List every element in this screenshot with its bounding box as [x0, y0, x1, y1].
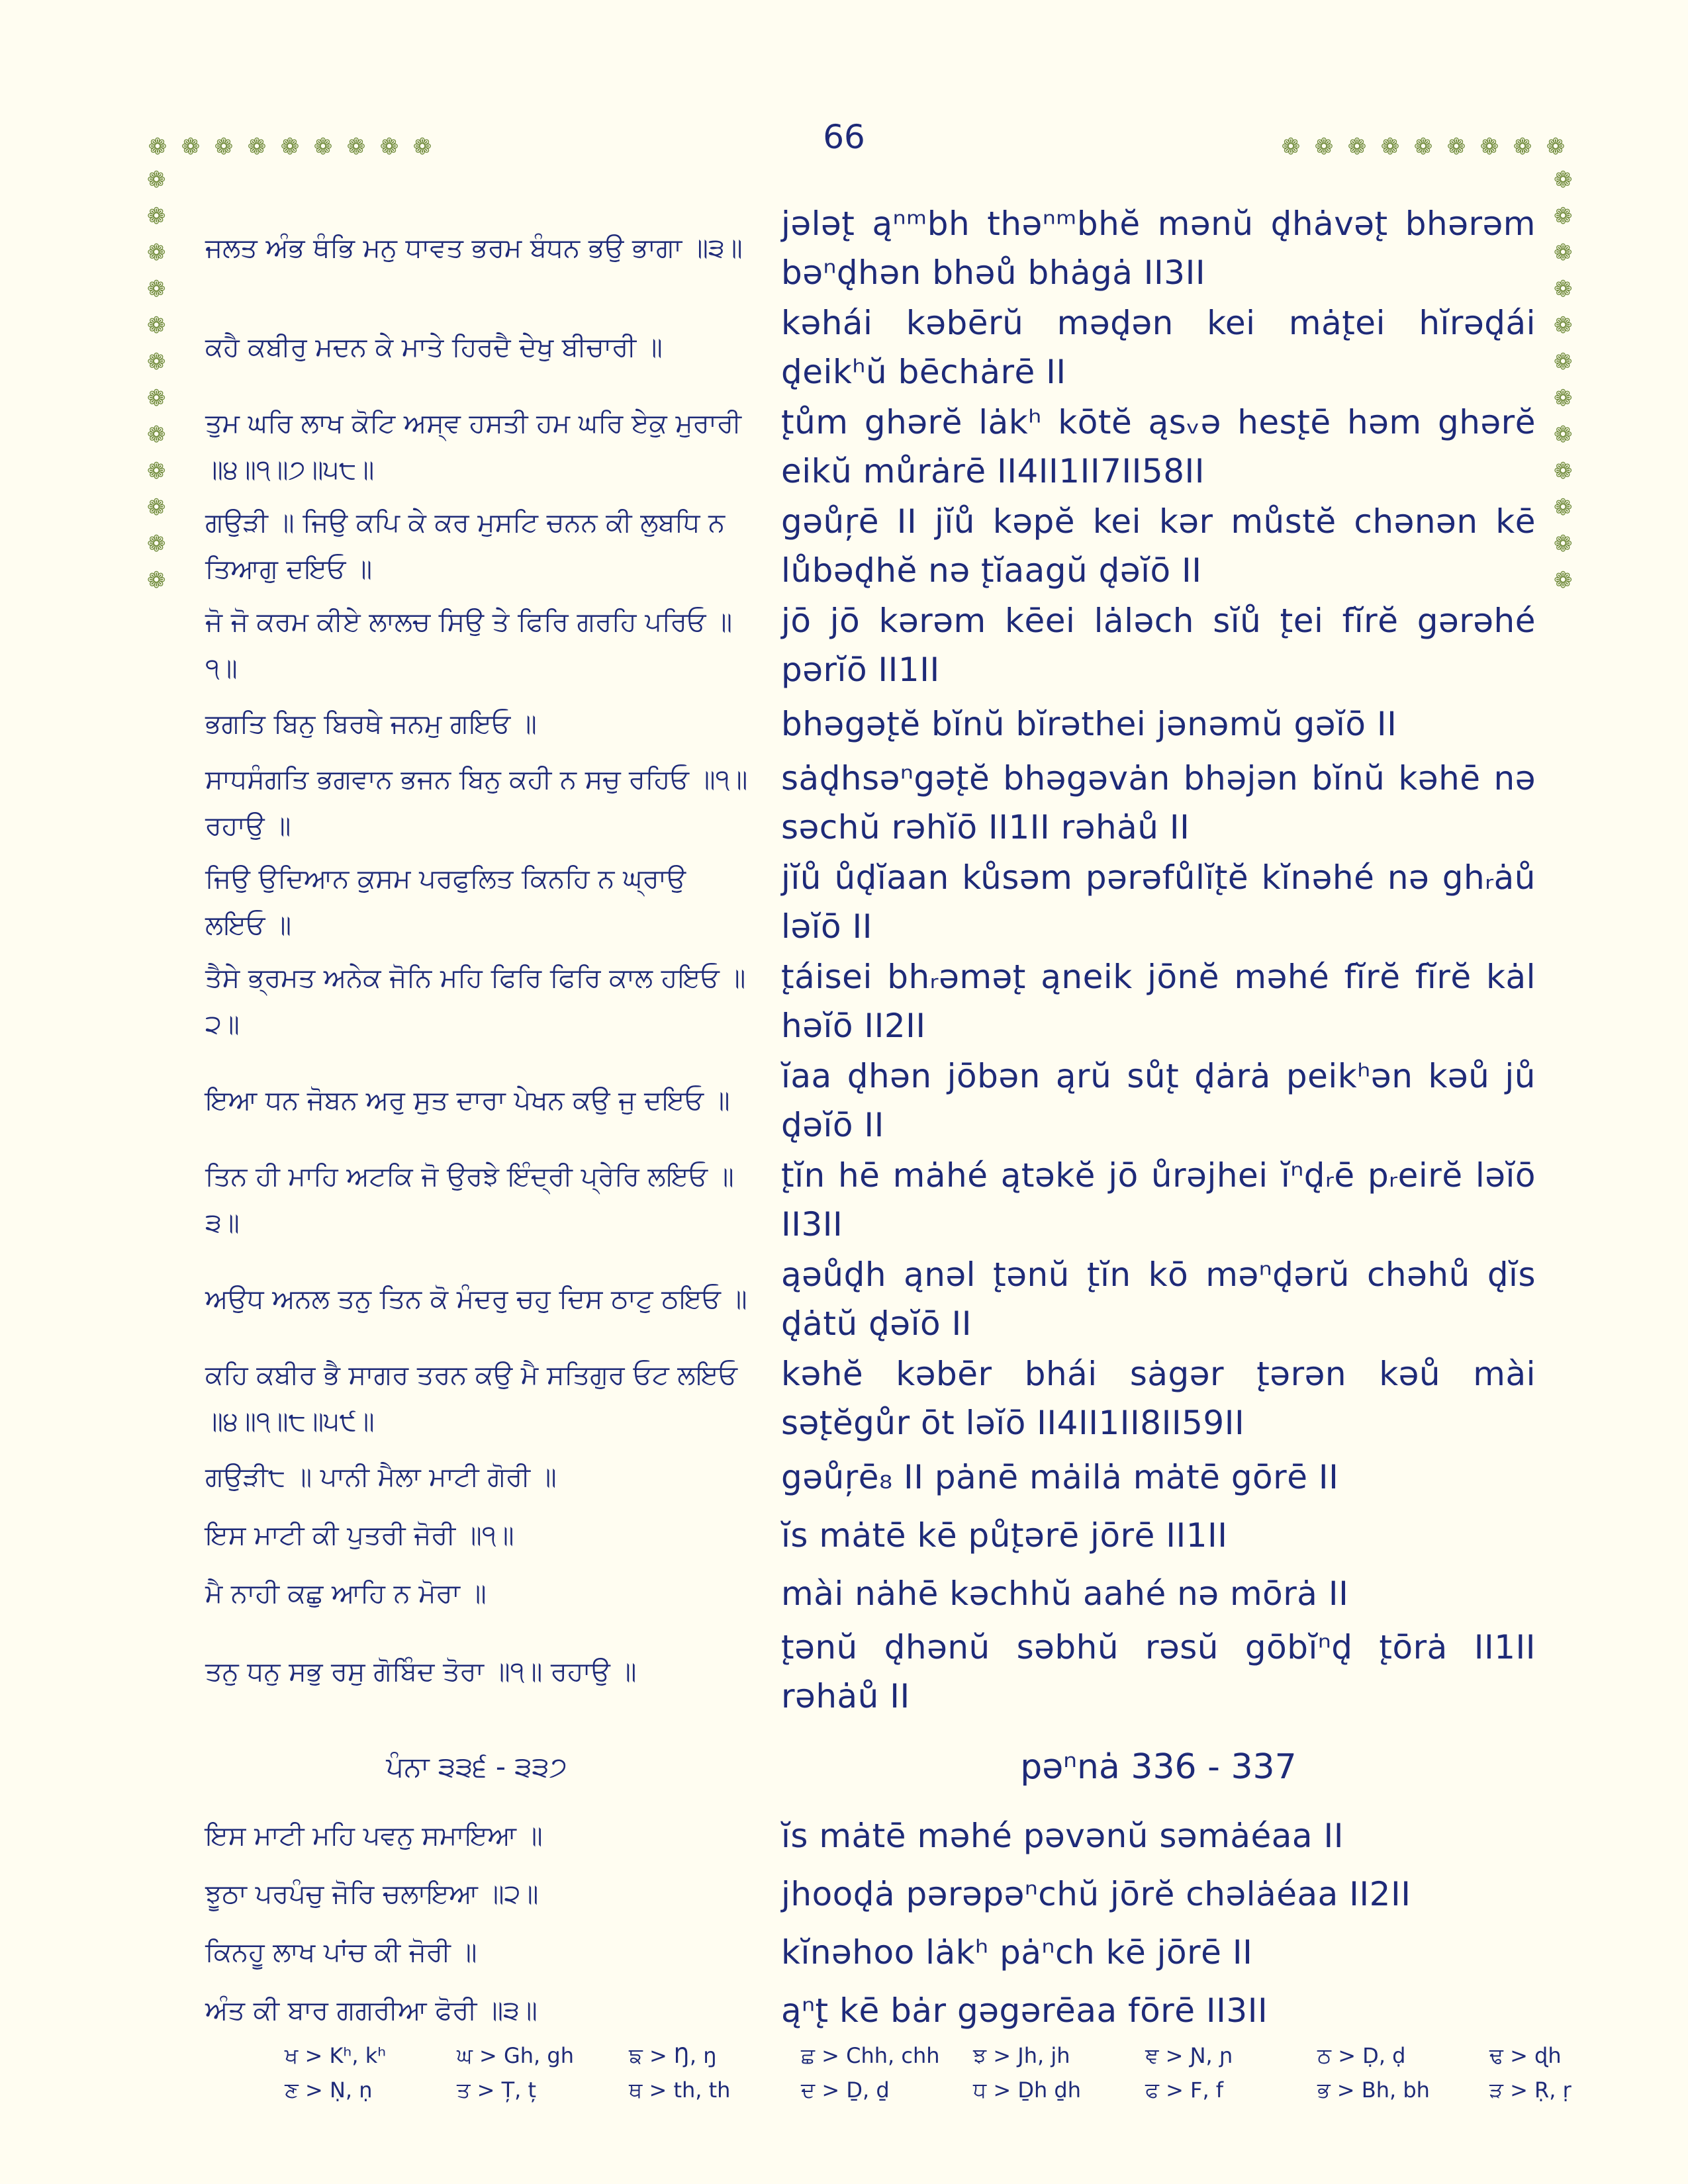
flower-icon: ❁ — [1513, 134, 1532, 160]
legend-entry: ਝ > Jh, jh — [973, 2042, 1070, 2068]
gurmukhi-text: ਅਉਧ ਅਨਲ ਤਨੁ ਤਿਨ ਕੋ ਮੰਦਰੁ ਚਹੁ ਦਿਸ ਠਾਟੁ ਠਇਓ ॥ — [205, 1284, 747, 1314]
flower-icon: ❁ — [1314, 134, 1334, 160]
flower-icon: ❁ — [1554, 422, 1573, 448]
flower-icon: ❁ — [181, 134, 201, 160]
flower-icon: ❁ — [1554, 167, 1573, 193]
gurmukhi-text: ਭਗਤਿ ਬਿਨੁ ਬਿਰਥੇ ਜਨਮੁ ਗਇਓ ॥ — [205, 709, 537, 739]
gurmukhi-text: ਇਆ ਧਨ ਜੋਬਨ ਅਰੁ ਸੁਤ ਦਾਰਾ ਪੇਖਨ ਕਉ ਜੁ ਦਇਓ ॥ — [205, 1085, 730, 1116]
gurmukhi-text: ਗਉੜੀ੮ ॥ ਪਾਨੀ ਮੈਲਾ ਮਾਟੀ ਗੋਰੀ ॥ — [205, 1462, 557, 1492]
verse-row — [0, 1623, 1688, 1721]
flower-icon: ❁ — [1554, 276, 1573, 302]
gurmukhi-text: ਤਨੁ ਧਨੁ ਸਭੁ ਰਸੁ ਗੋਬਿੰਦ ਤੋਰਾ ॥੧॥ ਰਹਾਉ ॥ — [205, 1657, 637, 1687]
legend-entry: ਛ > Chh, chh — [801, 2042, 940, 2068]
legend-entry: ਫ > F, f — [1145, 2077, 1224, 2103]
transliteration-text: jələt̨ ąⁿᵐbh thəⁿᵐbhĕ mənŭ d̨hȧvət̨ bhərəm bəⁿd̨hən bhəů bhȧgȧ II3II — [781, 205, 1536, 292]
gurmukhi-text: ਜੋ ਜੋ ਕਰਮ ਕੀਏ ਲਾਲਚ ਸਿਉ ਤੇ ਫਿਰਿ ਗਰਹਿ ਪਰਿਓ ॥੧॥ — [205, 607, 733, 684]
page-number: 66 — [823, 118, 865, 156]
legend-entry: ਭ > Bh, bh — [1317, 2077, 1430, 2103]
flower-icon: ❁ — [247, 134, 267, 160]
transliteration-text: kĭnəhoo lȧkʰ pȧⁿch kē jōrē II — [781, 1933, 1253, 1972]
top-left-flower-border — [144, 136, 436, 158]
top-right-flower-border — [1278, 136, 1569, 158]
flower-icon: ❁ — [1546, 134, 1566, 160]
gurmukhi-text: ਤੈਸੇ ਭ੍ਰਮਤ ਅਨੇਕ ਜੋਨਿ ਮਹਿ ਫਿਰਿ ਫਿਰਿ ਕਾਲ ਹਇਓ ॥੨॥ — [205, 963, 746, 1040]
legend-entry: ਞ > Ɲ, ɲ — [1145, 2042, 1233, 2068]
legend-entry: ੜ > Ṛ, ṛ — [1489, 2077, 1571, 2103]
heading-gurmukhi: ਪੰਨਾ ੩੩੬ - ੩੩੭ — [386, 1751, 567, 1783]
flower-icon: ❁ — [147, 312, 166, 339]
verse-row — [0, 496, 1688, 596]
flower-icon: ❁ — [1554, 203, 1573, 230]
flower-icon: ❁ — [147, 458, 166, 484]
gurmukhi-text: ਕਹੈ ਕਬੀਰੁ ਮਦਨ ਕੇ ਮਾਤੇ ਹਿਰਦੈ ਦੇਖੁ ਬੀਚਾਰੀ ॥ — [205, 332, 663, 363]
gurmukhi-text: ਕਿਨਹੂ ਲਾਖ ਪਾਂਚ ਕੀ ਜੋਰੀ ॥ — [205, 1937, 477, 1968]
transliteration-text: jhood̨ȧ pərəpəⁿchŭ jōrĕ chəlȧéaa II2II — [781, 1875, 1411, 1913]
gurmukhi-text: ਇਸ ਮਾਟੀ ਮਹਿ ਪਵਨੁ ਸਮਾਇਆ ॥ — [205, 1821, 543, 1851]
transliteration-text: ĭaa d̨hən jōbən ąrŭ sůt̨ d̨ȧrȧ peikʰən kəů jů d̨əĭō II — [781, 1057, 1536, 1144]
gurmukhi-text: ਤਿਨ ਹੀ ਮਾਹਿ ਅਟਕਿ ਜੋ ਉਰਝੇ ਇੰਦ੍ਰੀ ਪ੍ਰੇਰਿ ਲਇਓ ॥੩॥ — [205, 1161, 734, 1238]
legend-entry: ਤ > Ț, ț — [457, 2077, 537, 2103]
flower-icon: ❁ — [1347, 134, 1367, 160]
flower-icon: ❁ — [1554, 385, 1573, 412]
gurmukhi-text: ਅੰਤ ਕੀ ਬਾਰ ਗਗਰੀਆ ਫੋਰੀ ॥੩॥ — [205, 1995, 538, 2026]
transliteration-text: jĭů ůd̨ĭaan kůsəm pərəfůlĭt̨ĕ kĭnəhé nə ghᵣȧů ləĭō II — [781, 858, 1536, 946]
verse-row — [0, 596, 1688, 695]
flower-icon: ❁ — [147, 567, 166, 594]
verse-row — [0, 1150, 1688, 1250]
transliteration-text: ĭs mȧtē kē půt̨ərē jōrē II1II — [781, 1516, 1228, 1555]
transliteration-legend — [285, 2038, 1662, 2107]
flower-icon: ❁ — [1554, 240, 1573, 266]
legend-entry: ਥ > th, th — [629, 2077, 731, 2103]
legend-row — [285, 2073, 1662, 2107]
flower-icon: ❁ — [147, 203, 166, 230]
verse-row — [0, 298, 1688, 397]
gurmukhi-text: ਇਸ ਮਾਟੀ ਕੀ ਪੁਤਰੀ ਜੋਰੀ ॥੧॥ — [205, 1520, 514, 1551]
verse-table — [0, 199, 1688, 2040]
gurmukhi-text: ਮੈ ਨਾਹੀ ਕਛੁ ਆਹਿ ਨ ਮੋਰਾ ॥ — [205, 1578, 487, 1609]
heading-transliteration: pəⁿnȧ 336 - 337 — [1020, 1747, 1297, 1787]
flower-icon: ❁ — [147, 240, 166, 266]
legend-entry: ਖ > Kʰ, kʰ — [285, 2042, 387, 2068]
flower-icon: ❁ — [1554, 567, 1573, 594]
flower-icon: ❁ — [214, 134, 234, 160]
transliteration-text: bhəgət̨ĕ bĭnŭ bĭrəthei jənəmŭ gəĭō II — [781, 705, 1397, 743]
transliteration-text: gəůŗē₈ II pȧnē mȧilȧ mȧtē gōrē II — [781, 1458, 1339, 1496]
transliteration-text: ĭs mȧtē məhé pəvənŭ səmȧéaa II — [781, 1817, 1344, 1855]
flower-icon: ❁ — [1554, 531, 1573, 557]
transliteration-text: t̨ům ghərĕ lȧkʰ kōtĕ ąsᵥə hest̨ē həm ghərĕ eikŭ můrȧrē II4II1II7II58II — [781, 403, 1536, 490]
transliteration-text: gəůŗē II jĭů kəpĕ kei kər můstĕ chənən kē lůbəd̨hĕ nə t̨ĭaagŭ d̨əĭō II — [781, 502, 1536, 590]
verse-row — [0, 1349, 1688, 1448]
flower-icon: ❁ — [148, 134, 167, 160]
verse-row — [0, 753, 1688, 852]
legend-entry: ਢ > ɖh — [1489, 2042, 1562, 2068]
flower-icon: ❁ — [147, 422, 166, 448]
transliteration-text: ąⁿt̨ kē bȧr gəgərēaa fōrē II3II — [781, 1991, 1268, 2030]
flower-icon: ❁ — [313, 134, 333, 160]
legend-entry: ਠ > Ḍ, ḍ — [1317, 2042, 1406, 2068]
gurmukhi-text: ਝੂਠਾ ਪਰਪੰਚੁ ਜੋਰਿ ਚਲਾਇਆ ॥੨॥ — [205, 1879, 539, 1909]
flower-icon: ❁ — [1281, 134, 1301, 160]
legend-row — [285, 2038, 1662, 2073]
verse-row — [0, 1448, 1688, 1506]
flower-icon: ❁ — [147, 531, 166, 557]
verse-row — [0, 952, 1688, 1051]
flower-icon: ❁ — [147, 167, 166, 193]
gurmukhi-text: ਕਹਿ ਕਬੀਰ ਭੈ ਸਾਗਰ ਤਰਨ ਕਉ ਮੈ ਸਤਿਗੁਰ ਓਟ ਲਇਓ ॥੪॥੧॥੮॥੫੯॥ — [205, 1360, 737, 1437]
verse-row — [0, 1250, 1688, 1349]
flower-icon: ❁ — [1380, 134, 1400, 160]
flower-icon: ❁ — [1554, 494, 1573, 521]
verse-row — [0, 1565, 1688, 1623]
flower-icon: ❁ — [412, 134, 432, 160]
transliteration-text: sȧd̨hsəⁿgət̨ĕ bhəgəvȧn bhəjən bĭnŭ kəhē nə səchŭ rəhĭō II1II rəhȧů II — [781, 759, 1536, 846]
page-range-heading — [0, 1727, 1688, 1807]
flower-icon: ❁ — [1554, 458, 1573, 484]
flower-icon: ❁ — [280, 134, 300, 160]
gurmukhi-text: ਸਾਧਸੰਗਤਿ ਭਗਵਾਨ ਭਜਨ ਬਿਨੁ ਕਹੀ ਨ ਸਚੁ ਰਹਿਓ ॥੧॥ ਰਹਾਉ ॥ — [205, 764, 748, 841]
legend-entry: ਣ > Ṇ, ṇ — [285, 2077, 373, 2103]
verse-row — [0, 1923, 1688, 1981]
transliteration-text: jō jō kərəm kēei lȧləch sĭů t̨ei fĭrĕ gərəhé pərĭō II1II — [781, 602, 1536, 689]
flower-icon: ❁ — [1413, 134, 1433, 160]
transliteration-text: ąəůd̨h ąnəl t̨ənŭ t̨ĭn kō məⁿd̨ərŭ chəhů d̨ĭs d̨ȧtŭ d̨əĭō II — [781, 1255, 1536, 1343]
legend-entry: ਘ > Gh, gh — [457, 2042, 574, 2068]
transliteration-text: kəhĕ kəbēr bhái sȧgər t̨ərən kəů mài sət̨ĕgůr ōt ləĭō II4II1II8II59II — [781, 1355, 1536, 1442]
verse-row — [0, 1807, 1688, 1865]
transliteration-text: mài nȧhē kəchhŭ aahé nə mōrȧ II — [781, 1574, 1349, 1613]
legend-entry: ਦ > Ḏ, ḏ — [801, 2077, 890, 2103]
flower-icon: ❁ — [147, 349, 166, 375]
verse-row — [0, 397, 1688, 496]
flower-icon: ❁ — [1446, 134, 1466, 160]
verse-row — [0, 1981, 1688, 2040]
flower-icon: ❁ — [1554, 312, 1573, 339]
transliteration-text: kəhái kəbērŭ məd̨ən kei mȧt̨ei hĭrəd̨ái d̨eikʰŭ bēchȧrē II — [781, 304, 1536, 391]
legend-entry: ਧ > Ḏh ḏh — [973, 2077, 1082, 2103]
gurmukhi-text: ਜਿਉ ਉਦਿਆਨ ਕੁਸਮ ਪਰਫੁਲਿਤ ਕਿਨਹਿ ਨ ਘ੍ਰਾਉ ਲਇਓ ॥ — [205, 864, 686, 940]
gurmukhi-text: ਗਉੜੀ ॥ ਜਿਉ ਕਪਿ ਕੇ ਕਰ ਮੁਸਟਿ ਚਨਨ ਕੀ ਲੁਬਧਿ ਨ ਤਿਆਗੁ ਦਇਓ ॥ — [205, 508, 726, 584]
flower-icon: ❁ — [147, 276, 166, 302]
transliteration-text: t̨áisei bhᵣəmət̨ ąneik jōnĕ məhé fĭrĕ fĭrĕ kȧl həĭō II2II — [781, 958, 1536, 1045]
verse-row — [0, 1865, 1688, 1923]
flower-icon: ❁ — [346, 134, 366, 160]
flower-icon: ❁ — [379, 134, 399, 160]
flower-icon: ❁ — [1479, 134, 1499, 160]
flower-icon: ❁ — [147, 494, 166, 521]
transliteration-text: t̨ĭn hē mȧhé ątəkĕ jō ůrəjhei ĭⁿd̨ᵣē pᵣeirĕ ləĭō II3II — [781, 1156, 1536, 1244]
verse-row — [0, 199, 1688, 302]
legend-entry: ਙ > Ŋ, ŋ — [629, 2042, 717, 2068]
verse-row — [0, 852, 1688, 952]
verse-row — [0, 1051, 1688, 1150]
transliteration-text: t̨ənŭ d̨hənŭ səbhŭ rəsŭ gōbĭⁿd̨ t̨ōrȧ II1II rəhȧů II — [781, 1628, 1536, 1715]
flower-icon: ❁ — [1554, 349, 1573, 375]
verse-row — [0, 695, 1688, 753]
gurmukhi-text: ਤੁਮ ਘਰਿ ਲਾਖ ਕੋਟਿ ਅਸ੍ਵ ਹਸਤੀ ਹਮ ਘਰਿ ਏਕੁ ਮੁਰਾਰੀ ॥੪॥੧॥੭॥੫੮॥ — [205, 408, 741, 485]
flower-icon: ❁ — [147, 385, 166, 412]
gurmukhi-text: ਜਲਤ ਅੰਭ ਥੰਭਿ ਮਨੁ ਧਾਵਤ ਭਰਮ ਬੰਧਨ ਭਉ ਭਾਗਾ ॥੩॥ — [205, 233, 743, 263]
verse-row — [0, 1506, 1688, 1565]
